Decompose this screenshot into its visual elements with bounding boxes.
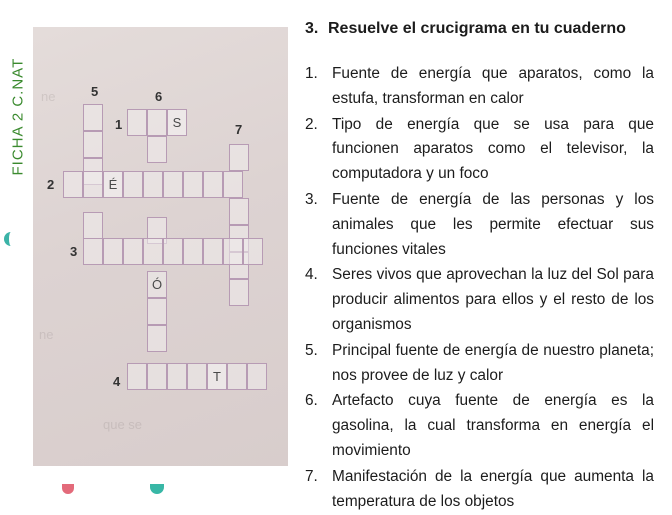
crossword-cell[interactable] [83,238,103,265]
clue-number: 4. [305,266,318,284]
clue-number-6: 6 [155,89,163,104]
clue-text: Fuente de energía que aparatos, como la estufa, transforman en calor [332,65,654,107]
clue-item [300,62,654,112]
clue-number-1: 1 [115,117,123,132]
crossword-cell[interactable] [123,238,143,265]
clue-item [300,339,654,389]
clue-number-4: 4 [113,374,121,389]
crossword-cell[interactable] [147,109,167,136]
crossword-cell[interactable] [83,212,103,239]
crossword-cell-letter[interactable]: S [167,109,187,136]
crossword-cell[interactable] [229,144,249,171]
clue-number-3: 3 [70,244,78,259]
clue-text: Artefacto cuya fuente de energía es la gasolina, la cual transforma en energía el movimiento [332,392,654,459]
decorative-shape [150,484,164,494]
crossword-cell[interactable] [223,171,243,198]
crossword-cell[interactable] [163,171,183,198]
clue-number-7: 7 [235,122,243,137]
crossword-cell[interactable] [83,171,103,198]
crossword-cell[interactable] [229,198,249,225]
crossword-cell[interactable] [223,238,243,265]
clue-number: 6. [305,392,318,410]
clue-item [300,465,654,515]
crossword-cell[interactable] [127,363,147,390]
crossword-cell[interactable] [227,363,247,390]
crossword-cell[interactable] [123,171,143,198]
crossword-cell[interactable] [143,171,163,198]
crossword-cell-letter[interactable]: Ó [147,271,167,298]
clue-text: Manifestación de la energía que aumenta la temperatura de los objetos [332,467,654,510]
clue-item [300,113,654,187]
crossword-photo: ne ne que se 5 6 1 7 2 3 4 S Ó É T [33,27,288,466]
crossword-cell[interactable] [83,104,103,131]
crossword-cell[interactable] [167,363,187,390]
crossword-cell[interactable] [147,325,167,352]
clue-item [300,263,654,337]
crossword-cell-letter[interactable]: É [103,171,123,198]
clue-number: 2. [305,115,318,133]
clue-number: 7. [305,467,318,485]
crossword-cell[interactable] [147,136,167,163]
clue-number: 3. [305,190,318,208]
instructions-panel [300,14,654,515]
clue-number: 1. [305,65,318,82]
clue-number: 5. [305,341,318,359]
crossword-cell[interactable] [163,238,183,265]
crossword-cell[interactable] [127,109,147,136]
crossword-cell[interactable] [203,171,223,198]
crossword-cell[interactable] [243,238,263,265]
decorative-shape [4,232,21,246]
crossword-cell[interactable] [147,298,167,325]
exercise-number: 3. [305,20,319,37]
crossword-cell[interactable] [103,238,123,265]
crossword-cell[interactable] [203,238,223,265]
crossword-cell[interactable] [229,279,249,306]
crossword-cell[interactable] [187,363,207,390]
crossword-cell[interactable] [147,363,167,390]
decorative-shape [62,484,74,494]
exercise-heading [305,20,654,38]
clue-text: Tipo de energía que se usa para que funcionen aparatos como el televisor, la computadora y un foco [332,115,654,183]
clue-list [300,62,654,514]
clue-text: Principal fuente de energía de nuestro planeta; nos provee de luz y calor [332,341,654,384]
crossword-cell[interactable] [183,238,203,265]
clue-number-5: 5 [91,84,99,99]
clue-item [300,389,654,463]
side-label: FICHA 2 C.NAT [9,57,27,176]
exercise-title: Resuelve el crucigrama en tu cuaderno [328,20,626,37]
clue-item [300,188,654,262]
crossword-cell-letter[interactable]: T [207,363,227,390]
clue-text: Fuente de energía de las personas y los animales que les permite efectuar sus funciones vitales [332,190,654,258]
crossword-cell[interactable] [183,171,203,198]
crossword-cell[interactable] [83,131,103,158]
crossword-cell[interactable] [143,238,163,265]
crossword-cell[interactable] [63,171,83,198]
clue-text: Seres vivos que aprovechan la luz del Sol para producir alimentos para ellos y el resto de los organismos [332,266,654,333]
crossword-cell[interactable] [247,363,267,390]
clue-number-2: 2 [47,177,55,192]
